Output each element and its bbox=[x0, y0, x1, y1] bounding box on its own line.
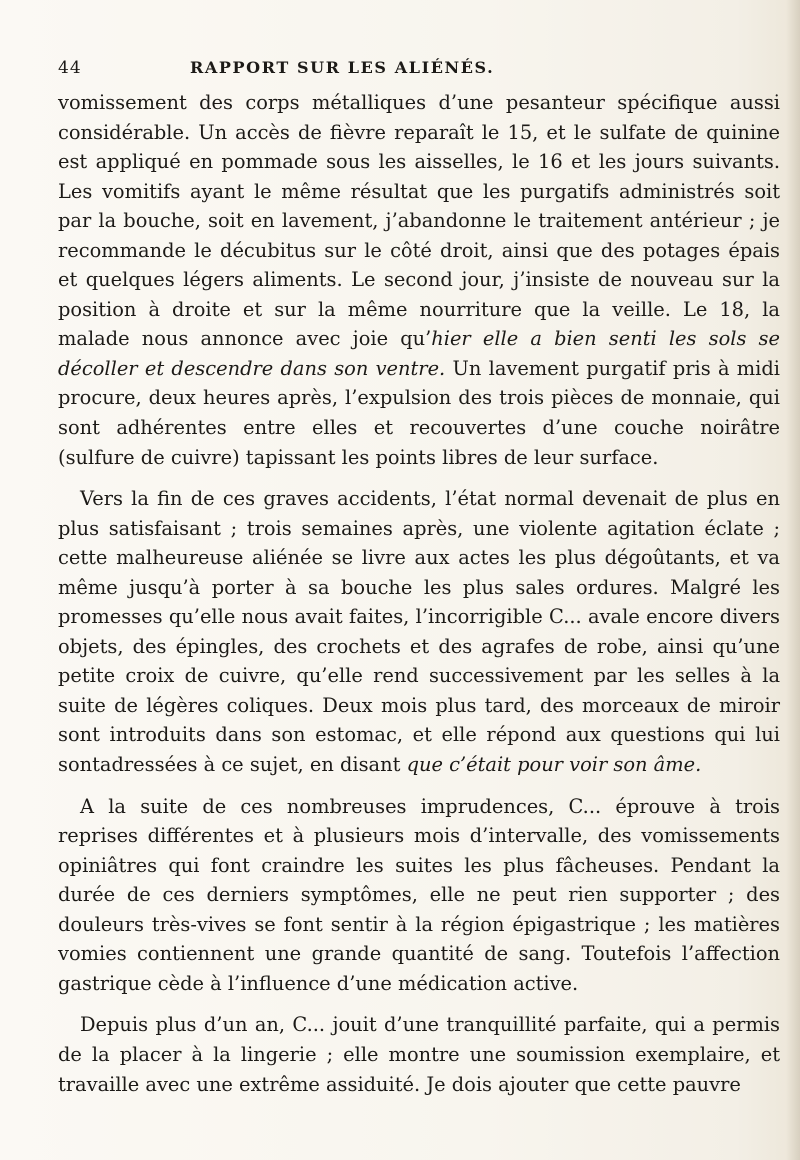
page-number: 44 bbox=[58, 58, 82, 78]
paragraph-text: vomissement des corps métalliques d’une pesanteur spécifique aussi considérable. Un accès de fièvre reparaît le 15, et le sulfate de quinine est appliqué en pommade sous les aisselles, le 16 et les jours suivants. Les vomitifs ayant le même résultat que les purgatifs administrés soit par la bouche, soit en lavement, j’abandonne le traitement antérieur ; je recommande le décubitus sur le côté droit, ainsi que des potages épais et quelques légers aliments. Le second jour, j’insiste de nouveau sur la position à droite et sur la même nourriture que la veille. Le 18, la malade nous annonce avec joie qu’ bbox=[58, 91, 780, 351]
text-body bbox=[58, 88, 780, 1099]
running-title: RAPPORT SUR LES ALIÉNÉS. bbox=[190, 58, 495, 77]
paragraph-3 bbox=[58, 792, 780, 999]
paragraph-4 bbox=[58, 1010, 780, 1099]
page-edge-shadow bbox=[786, 0, 800, 1160]
paragraph-text: Depuis plus d’un an, C... jouit d’une tranquillité parfaite, qui a permis de la placer à la lingerie ; elle montre une soumission exemplaire, et travaille avec une extrême assiduité. Je dois ajouter que cette pauvre bbox=[58, 1013, 780, 1096]
paragraph-1 bbox=[58, 88, 780, 472]
paragraph-text: Vers la fin de ces graves accidents, l’état normal devenait de plus en plus satisfaisant ; trois semaines après, une violente agitation éclate ; cette malheureuse aliénée se livre aux actes les plus dégoûtants, et va même jusqu’à porter à sa bouche les plus sales ordures. Malgré les promesses qu’elle nous avait faites, l’incorrigible C... avale encore divers objets, des épingles, des crochets et des agrafes de robe, ainsi qu’une petite croix de cuivre, qu’elle rend successivement par les selles à la suite de légères coliques. Deux mois plus tard, des morceaux de miroir sont introduits dans son estomac, et elle répond aux questions qui lui sontadressées à ce sujet, en disant bbox=[58, 487, 780, 777]
paragraph-text: A la suite de ces nombreuses imprudences, C... éprouve à trois reprises différentes et à plusieurs mois d’intervalle, des vomissements opiniâtres qui font craindre les suites les plus fâcheuses. Pendant la durée de ces derniers symptômes, elle ne peut rien supporter ; des douleurs très-vives se font sentir à la région épigastrique ; les matières vomies contiennent une grande quantité de sang. Toutefois l’affection gastrique cède à l’influence d’une médication active. bbox=[58, 794, 780, 995]
running-head bbox=[58, 58, 778, 82]
quoted-speech: que c’était pour voir son âme. bbox=[406, 753, 702, 777]
paragraph-2 bbox=[58, 484, 780, 779]
paragraph-text: Un lavement purgatif pris à midi procure, deux heures après, l’expulsion des trois pièces de monnaie, qui sont adhérentes entre elles et recouvertes d’une couche noirâtre (sulfure de cuivre) tapissant les points libres de leur surface. bbox=[58, 356, 780, 469]
quoted-speech: hier elle a bien senti les sols se décoller et descendre dans son ventre. bbox=[58, 327, 780, 380]
